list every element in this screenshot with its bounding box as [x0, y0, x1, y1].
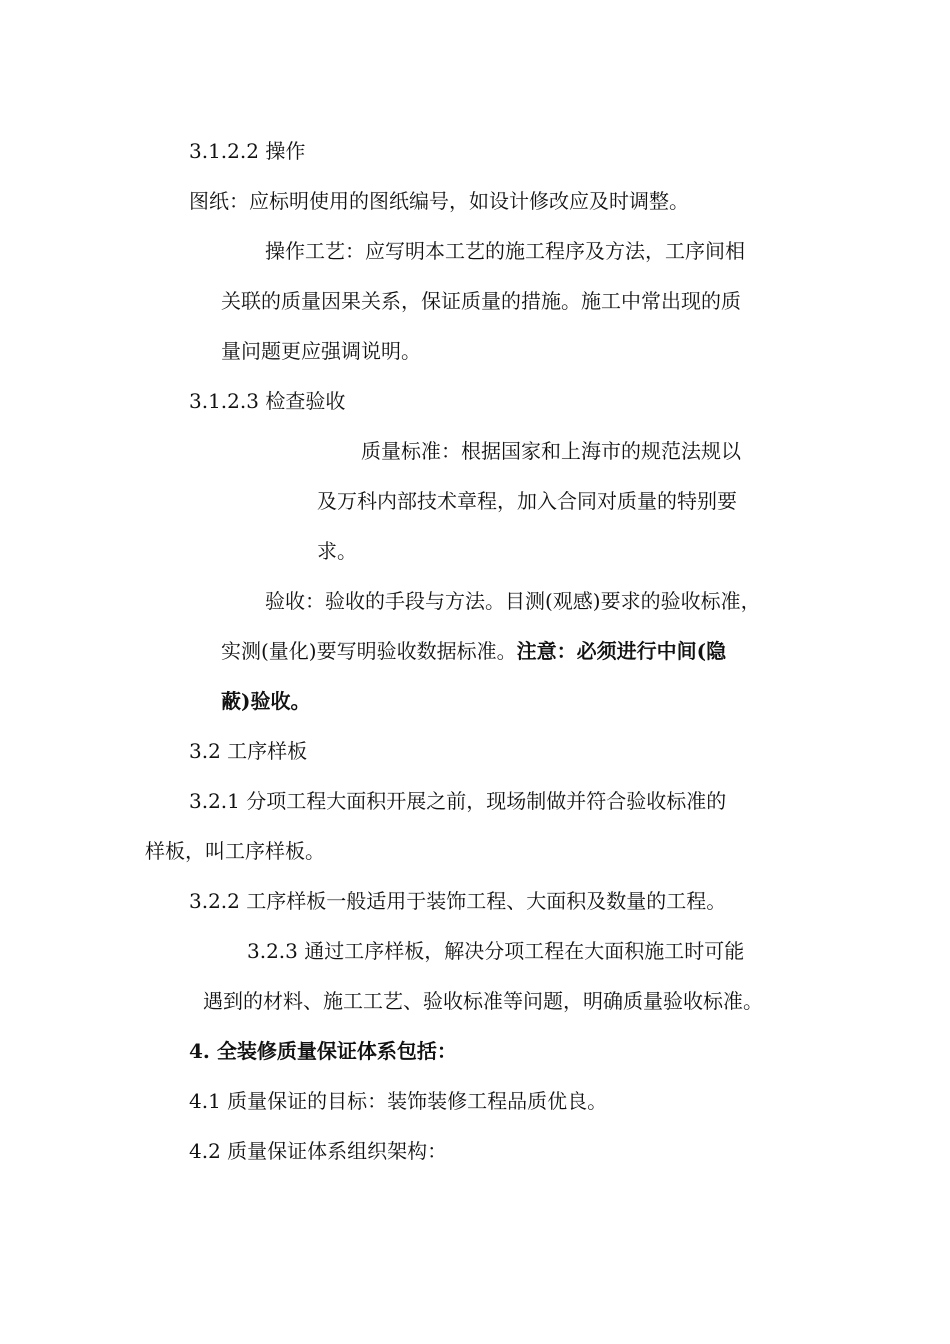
- paragraph-3-2-3-line-2: 遇到的材料、施工工艺、验收标准等问题，明确质量验收标准。: [203, 989, 763, 1013]
- paragraph-process-line-3: 量问题更应强调说明。: [221, 339, 421, 363]
- paragraph-3-2-1-line-1: 3.2.1 分项工程大面积开展之前，现场制做并符合验收标准的: [189, 789, 727, 813]
- paragraph-3-2-2: 3.2.2 工序样板一般适用于装饰工程、大面积及数量的工程。: [189, 889, 727, 913]
- paragraph-4-2: 4.2 质量保证体系组织架构：: [189, 1139, 448, 1163]
- heading-3-1-2-2: 3.1.2.2 操作: [189, 139, 306, 163]
- paragraph-process-line-1: 操作工艺：应写明本工艺的施工程序及方法，工序间相: [265, 239, 745, 263]
- paragraph-3-2-3-line-1: 3.2.3 通过工序样板，解决分项工程在大面积施工时可能: [247, 939, 745, 963]
- heading-4: 4. 全装修质量保证体系包括：: [189, 1039, 457, 1063]
- acceptance-note-bold: 注意：必须进行中间(隐: [516, 639, 727, 663]
- paragraph-acceptance-line-2: [221, 639, 726, 663]
- paragraph-standard-line-1: 质量标准：根据国家和上海市的规范法规以: [361, 439, 741, 463]
- paragraph-standard-line-3: 求。: [317, 539, 357, 563]
- paragraph-acceptance-line-3: 蔽)验收。: [221, 689, 311, 713]
- heading-3-2: 3.2 工序样板: [189, 739, 308, 763]
- paragraph-4-1: 4.1 质量保证的目标：装饰装修工程品质优良。: [189, 1089, 608, 1113]
- acceptance-text: 实测(量化)要写明验收数据标准。: [221, 639, 517, 663]
- paragraph-standard-line-2: 及万科内部技术章程，加入合同对质量的特别要: [317, 489, 737, 513]
- paragraph-acceptance-line-1: 验收：验收的手段与方法。目测(观感)要求的验收标准，: [265, 589, 761, 613]
- heading-3-1-2-3: 3.1.2.3 检查验收: [189, 389, 346, 413]
- paragraph-drawings: 图纸：应标明使用的图纸编号，如设计修改应及时调整。: [189, 189, 689, 213]
- paragraph-process-line-2: 关联的质量因果关系，保证质量的措施。施工中常出现的质: [221, 289, 741, 313]
- paragraph-3-2-1-line-2: 样板，叫工序样板。: [145, 839, 325, 863]
